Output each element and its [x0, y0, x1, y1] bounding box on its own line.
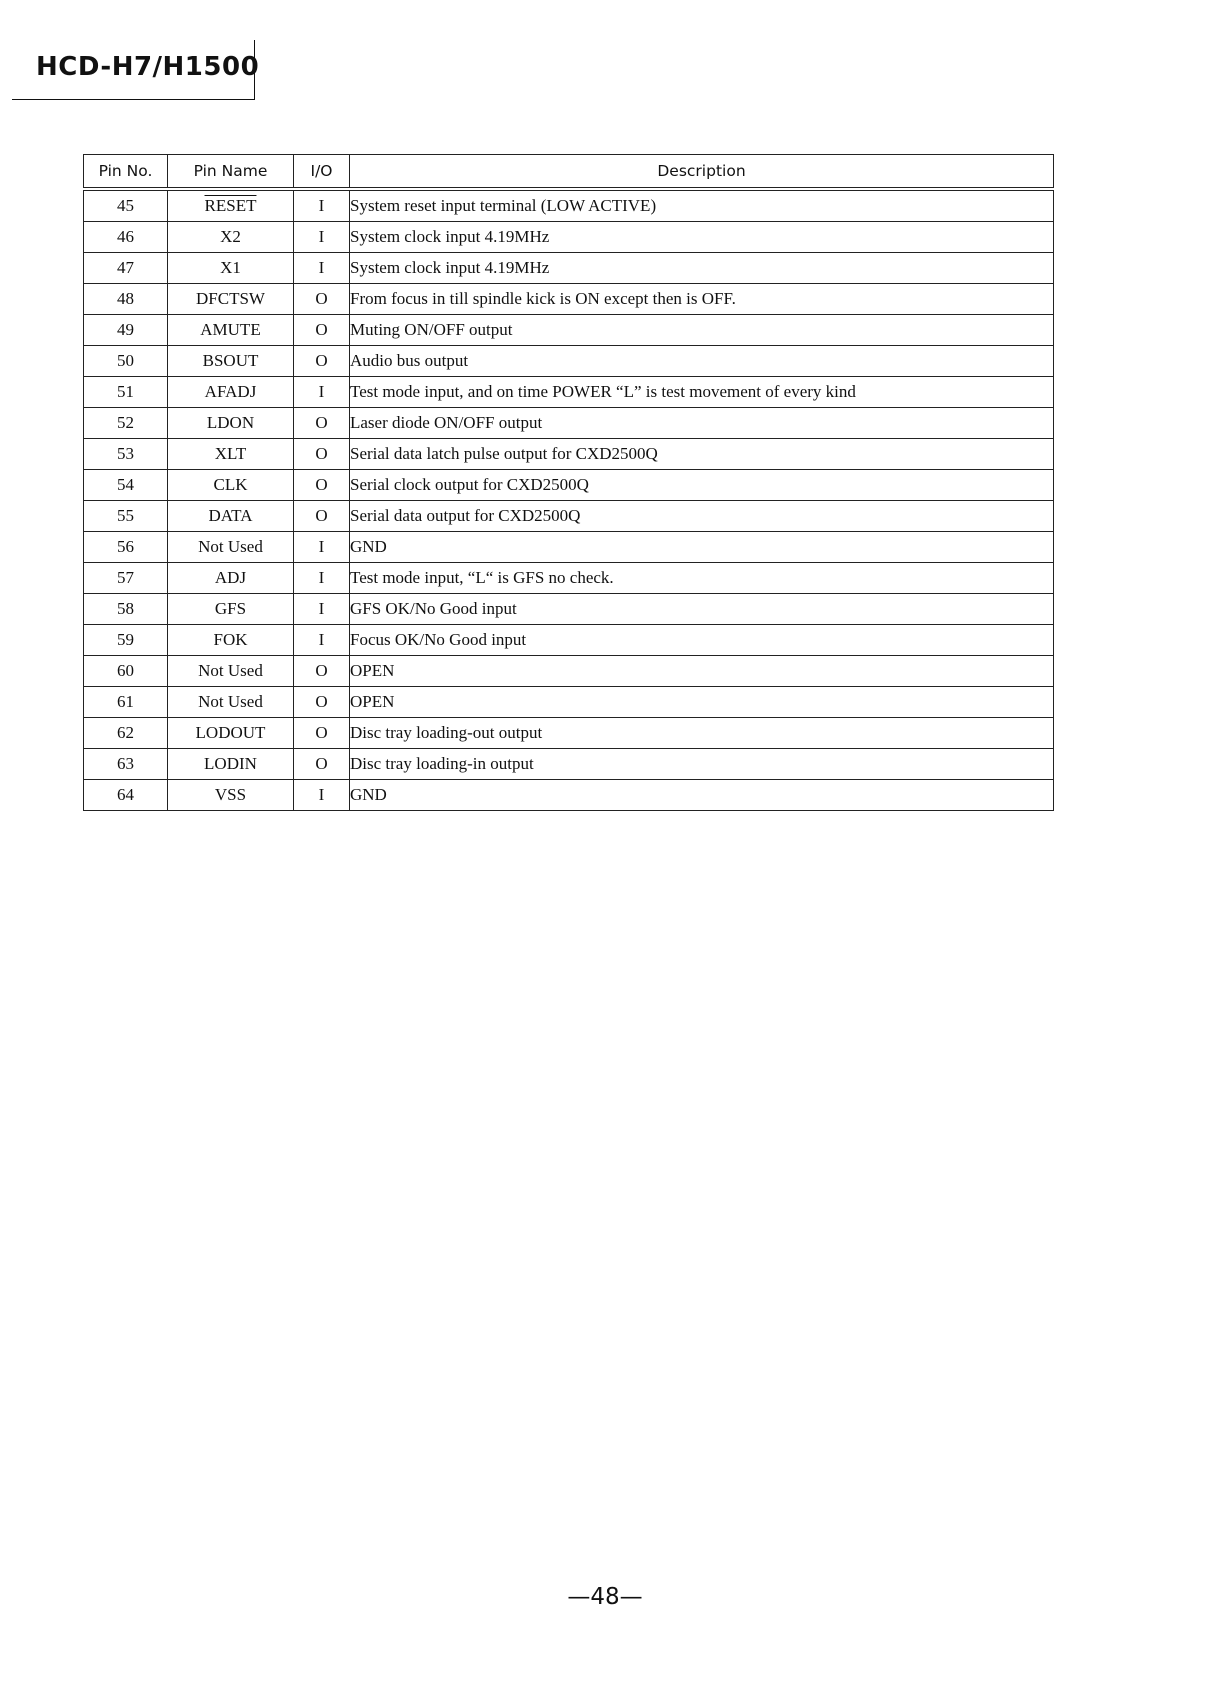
pin-io-cell-text: I	[318, 568, 325, 587]
pin-name-cell-text: Not Used	[198, 692, 263, 711]
pin-description-cell-text: GFS OK/No Good input	[350, 599, 517, 618]
pin-description-cell	[350, 780, 1054, 811]
pin-io-cell	[294, 253, 350, 284]
pin-name-cell	[168, 470, 294, 501]
table-row	[84, 346, 1054, 377]
pin-io-cell	[294, 780, 350, 811]
pin-description-cell	[350, 532, 1054, 563]
table-row	[84, 594, 1054, 625]
pin-io-cell-text: O	[315, 475, 328, 494]
pin-description-cell-text: System reset input terminal (LOW ACTIVE)	[350, 196, 657, 215]
pin-number-cell	[84, 718, 168, 749]
pin-description-cell-text: System clock input 4.19MHz	[350, 227, 550, 246]
pin-number-cell	[84, 377, 168, 408]
pin-name-cell-text: FOK	[213, 630, 248, 649]
pin-number-cell	[84, 253, 168, 284]
pin-number-cell-text: 64	[117, 785, 134, 804]
pin-name-cell	[168, 315, 294, 346]
pin-description-cell-text: Test mode input, and on time POWER “L” is test movement of every kind	[350, 382, 856, 401]
pin-name-cell	[168, 439, 294, 470]
column-header-io: I/O	[294, 155, 350, 190]
pin-number-cell-text: 57	[117, 568, 134, 587]
pin-name-cell-text: LODOUT	[195, 723, 266, 742]
pin-description-cell-text: From focus in till spindle kick is ON except then is OFF.	[350, 289, 736, 308]
pin-name-cell-text: AMUTE	[200, 320, 261, 339]
pin-io-cell	[294, 501, 350, 532]
pin-name-cell	[168, 346, 294, 377]
pin-number-cell	[84, 656, 168, 687]
pin-name-cell-text: LODIN	[204, 754, 257, 773]
table-row	[84, 439, 1054, 470]
pin-description-cell	[350, 563, 1054, 594]
pin-io-cell-text: I	[318, 382, 325, 401]
column-header-pin-no: Pin No.	[84, 155, 168, 190]
pin-description-cell	[350, 501, 1054, 532]
pin-number-cell-text: 56	[117, 537, 134, 556]
pin-name-cell	[168, 501, 294, 532]
pin-number-cell-text: 59	[117, 630, 134, 649]
pin-io-cell-text: O	[315, 444, 328, 463]
pin-number-cell	[84, 594, 168, 625]
pin-name-cell-text: CLK	[213, 475, 248, 494]
pin-description-cell-text: System clock input 4.19MHz	[350, 258, 550, 277]
pin-description-cell	[350, 656, 1054, 687]
pin-number-cell-text: 60	[117, 661, 134, 680]
pin-io-cell-text: O	[315, 661, 328, 680]
table-row	[84, 563, 1054, 594]
pin-io-cell-text: O	[315, 320, 328, 339]
pin-io-cell-text: O	[315, 754, 328, 773]
pin-number-cell	[84, 687, 168, 718]
pin-description-cell	[350, 439, 1054, 470]
pin-description-cell-text: Serial data output for CXD2500Q	[350, 506, 581, 525]
pin-name-cell	[168, 625, 294, 656]
pin-number-cell-text: 51	[117, 382, 134, 401]
pin-number-cell-text: 58	[117, 599, 134, 618]
pin-description-cell-text: Disc tray loading-in output	[350, 754, 534, 773]
pin-name-cell	[168, 284, 294, 315]
pin-io-cell	[294, 749, 350, 780]
table-header-row	[84, 155, 1054, 190]
pin-io-cell	[294, 315, 350, 346]
pin-io-cell-text: O	[315, 289, 328, 308]
pin-io-cell	[294, 408, 350, 439]
pin-number-cell	[84, 749, 168, 780]
pin-name-cell-text: DFCTSW	[196, 289, 265, 308]
table-row	[84, 687, 1054, 718]
pin-description-cell	[350, 625, 1054, 656]
table-row	[84, 470, 1054, 501]
pin-number-cell-text: 47	[117, 258, 134, 277]
pin-name-cell-text: DATA	[208, 506, 253, 525]
pin-description-cell	[350, 687, 1054, 718]
pin-io-cell-text: I	[318, 599, 325, 618]
pin-description-cell-text: Muting ON/OFF output	[350, 320, 513, 339]
pin-name-cell-text: X1	[220, 258, 241, 277]
pin-number-cell-text: 55	[117, 506, 134, 525]
pin-number-cell	[84, 501, 168, 532]
pin-name-cell	[168, 749, 294, 780]
pin-io-cell	[294, 470, 350, 501]
pin-number-cell	[84, 563, 168, 594]
pin-name-cell	[168, 253, 294, 284]
pin-io-cell	[294, 284, 350, 315]
pin-description-cell	[350, 377, 1054, 408]
table-row	[84, 377, 1054, 408]
pin-io-cell-text: O	[315, 723, 328, 742]
pin-name-cell	[168, 687, 294, 718]
pin-io-cell	[294, 532, 350, 563]
pin-description-cell	[350, 594, 1054, 625]
pin-number-cell	[84, 470, 168, 501]
table-row	[84, 718, 1054, 749]
pin-io-cell	[294, 594, 350, 625]
pin-name-cell-text: AFADJ	[204, 382, 257, 401]
pin-io-cell-text: O	[315, 692, 328, 711]
table-row	[84, 315, 1054, 346]
pin-number-cell	[84, 346, 168, 377]
pin-name-cell-text: ADJ	[214, 568, 247, 587]
pin-description-cell-text: OPEN	[350, 692, 395, 711]
pin-name-cell	[168, 780, 294, 811]
pin-name-cell	[168, 532, 294, 563]
table-row	[84, 222, 1054, 253]
pin-name-cell-text: Not Used	[198, 661, 263, 680]
table-row	[84, 501, 1054, 532]
pin-description-cell	[350, 189, 1054, 222]
pin-name-cell-text: LDON	[206, 413, 255, 432]
pin-number-cell-text: 46	[117, 227, 134, 246]
pin-name-cell-text: Not Used	[198, 537, 263, 556]
pin-number-cell-text: 49	[117, 320, 134, 339]
table-row	[84, 749, 1054, 780]
pin-description-cell-text: Test mode input, “L“ is GFS no check.	[350, 568, 614, 587]
pin-io-cell-text: I	[318, 630, 325, 649]
pin-number-cell-text: 50	[117, 351, 134, 370]
pin-description-cell-text: Disc tray loading-out output	[350, 723, 543, 742]
table-row	[84, 253, 1054, 284]
pin-name-cell-text: XLT	[214, 444, 247, 463]
table-row	[84, 284, 1054, 315]
pin-io-cell	[294, 563, 350, 594]
table-row	[84, 408, 1054, 439]
page-number: —48—	[567, 1584, 643, 1610]
pin-io-cell	[294, 377, 350, 408]
pin-number-cell-text: 53	[117, 444, 134, 463]
pin-name-cell	[168, 718, 294, 749]
pin-name-cell-text: VSS	[214, 785, 247, 804]
pin-number-cell-text: 54	[117, 475, 134, 494]
pin-description-cell	[350, 253, 1054, 284]
pin-description-cell	[350, 346, 1054, 377]
pin-name-cell	[168, 189, 294, 222]
pin-number-cell	[84, 222, 168, 253]
pin-number-cell-text: 62	[117, 723, 134, 742]
pin-name-cell	[168, 656, 294, 687]
pin-number-cell	[84, 532, 168, 563]
pin-number-cell	[84, 284, 168, 315]
pin-io-cell	[294, 189, 350, 222]
pin-io-cell	[294, 222, 350, 253]
column-header-pin-name: Pin Name	[168, 155, 294, 190]
pin-io-cell-text: I	[318, 258, 325, 277]
pin-io-cell-text: O	[315, 413, 328, 432]
pin-io-cell-text: I	[318, 785, 325, 804]
pin-description-cell-text: Serial data latch pulse output for CXD2500Q	[350, 444, 658, 463]
pin-io-cell-text: I	[318, 227, 325, 246]
pin-description-cell	[350, 408, 1054, 439]
model-title: HCD-H7/H1500	[36, 52, 260, 82]
pin-description-cell-text: Serial clock output for CXD2500Q	[350, 475, 589, 494]
pin-description-cell	[350, 222, 1054, 253]
table-body	[84, 189, 1054, 811]
column-header-description: Description	[350, 155, 1054, 190]
pin-name-cell	[168, 594, 294, 625]
pin-number-cell	[84, 625, 168, 656]
pin-io-cell	[294, 625, 350, 656]
table-row	[84, 189, 1054, 222]
pin-number-cell	[84, 780, 168, 811]
pin-number-cell	[84, 315, 168, 346]
pin-io-cell-text: I	[318, 537, 325, 556]
pin-description-cell-text: GND	[350, 785, 387, 804]
pin-description-cell-text: OPEN	[350, 661, 395, 680]
pin-description-cell	[350, 470, 1054, 501]
pin-name-cell-text: X2	[220, 227, 241, 246]
pin-io-cell-text: O	[315, 351, 328, 370]
pin-description-cell-text: Laser diode ON/OFF output	[350, 413, 543, 432]
pin-description-cell-text: GND	[350, 537, 387, 556]
pin-number-cell	[84, 189, 168, 222]
pin-io-cell	[294, 718, 350, 749]
pin-io-cell	[294, 687, 350, 718]
pin-io-cell	[294, 439, 350, 470]
pin-name-cell-text: RESET	[204, 196, 257, 215]
table-row	[84, 625, 1054, 656]
pin-number-cell	[84, 439, 168, 470]
pin-number-cell-text: 52	[117, 413, 134, 432]
pin-description-cell	[350, 315, 1054, 346]
pin-description-cell	[350, 284, 1054, 315]
pin-number-cell-text: 63	[117, 754, 134, 773]
pin-description-table	[83, 154, 1054, 811]
pin-number-cell-text: 48	[117, 289, 134, 308]
pin-number-cell-text: 61	[117, 692, 134, 711]
pin-name-cell	[168, 222, 294, 253]
pin-description-cell	[350, 749, 1054, 780]
pin-io-cell-text: O	[315, 506, 328, 525]
pin-name-cell	[168, 563, 294, 594]
table-row	[84, 656, 1054, 687]
table-row	[84, 532, 1054, 563]
pin-description-cell-text: Audio bus output	[350, 351, 469, 370]
pin-name-cell-text: GFS	[214, 599, 247, 618]
pin-description-cell	[350, 718, 1054, 749]
pin-name-cell	[168, 377, 294, 408]
pin-io-cell	[294, 656, 350, 687]
pin-io-cell-text: I	[318, 196, 325, 215]
pin-io-cell	[294, 346, 350, 377]
pin-name-cell-text: BSOUT	[202, 351, 259, 370]
pin-description-cell-text: Focus OK/No Good input	[350, 630, 527, 649]
pin-number-cell	[84, 408, 168, 439]
pin-number-cell-text: 45	[117, 196, 134, 215]
table-row	[84, 780, 1054, 811]
pin-name-cell	[168, 408, 294, 439]
